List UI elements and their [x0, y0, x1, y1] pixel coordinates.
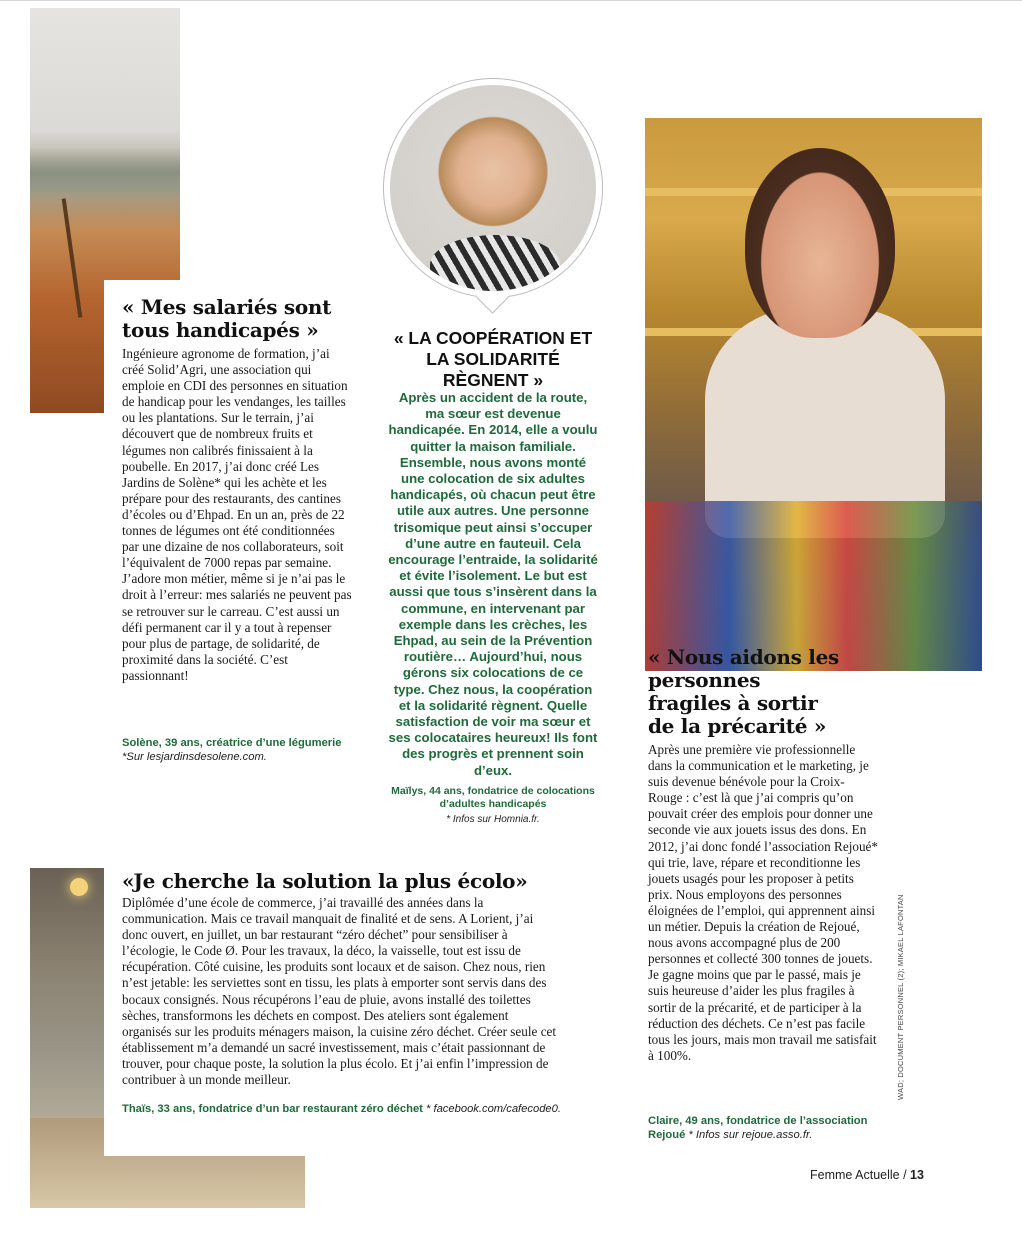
- thais-headline: «Je cherche la solution la plus écolo»: [122, 869, 528, 893]
- thais-signature: [122, 1102, 562, 1116]
- signature-note: *Sur lesjardinsdesolene.com.: [122, 751, 267, 763]
- solene-body: Ingénieure agronome de formation, j’ai créé Solid’Agri, une association qui emploie en CDI des personnes en situation de handicap pour les vendanges, les tailles ou les plantations. Sur le terrain, j’ai découvert que de nombreux fruits et légumes non calibrés finissaient à la poubelle. En 2017, j’ai donc créé Les Jardins de Solène* qui les achète et les prépare pour des restaurants, des cantines d’écoles ou d’Ehpad. En un an, près de 22 tonnes de légumes ont été conditionnées par une dizaine de nos collaborateurs, soit l’équivalent de 7000 repas par semaine. J’adore mon métier, même si je n’ai pas le droit à l’erreur: mes salariés ne peuvent pas se retrouver sur le carreau. C’est aussi un défi permanent car il y a tout à repenser pour plus de partage, de solidarité, de proximité dans la société. C’est passionnant!: [122, 346, 352, 683]
- portrait-image: [390, 85, 596, 291]
- solene-signature: [122, 736, 362, 764]
- signature-text: Solène, 39 ans, créatrice d’une légumerie: [122, 737, 342, 749]
- solene-headline: « Mes salariés sont tous handicapés »: [122, 295, 332, 342]
- photo-mist: [30, 148, 180, 198]
- photo-person-face: [745, 148, 895, 338]
- maelys-body: Après un accident de la route, ma sœur est devenue handicapée. En 2014, elle a voulu quitter la maison familiale. Ensemble, nous avons monté une colocation de six adultes handicapés, où chacun peut être utile aux autres. Une personne trisomique peut ainsi s’occuper d’une autre en fauteuil. Cela encourage l’entraide, la solidarité et évite l’isolement. Le but est aussi que tous s’insèrent dans la commune, en intervenant par exemple dans les crèches, les Ehpad, au sein de la Prévention routière… Aujourd’hui, nous gérons six colocations de ce type. Chez nous, la coopération et la solidarité règnent. Quelle satisfaction de voir ma sœur et ses colocataires heureux! Ils font des progrès et prennent soin d’eux.: [388, 390, 598, 778]
- maelys-headline: « LA COOPÉRATION ET LA SOLIDARITÉ RÈGNENT »: [393, 328, 593, 390]
- claire-body: Après une première vie professionnelle dans la communication et le marketing, je suis devenue bénévole pour la Croix-Rouge : c’est là que j’ai compris qu’on pouvait créer des emplois pour donner une seconde vie aux jouets issus des dons. En 2012, j’ai donc fondé l’association Rejoué* qui trie, lave, répare et reconditionne les jouets usagés pour les proposer à petits prix. Nous employons des personnes éloignées de l’emploi, qui apprennent ainsi un métier. Depuis la création de Rejoué, nous avons accompagné plus de 200 personnes et collecté 300 tonnes de jouets. Je gagne moins que par le passé, mais je suis heureuse d’aider les plus fragiles à sortir de la précarité, et de participer à la réduction des déchets. Ce n’est pas facile tous les jours, mais mon travail me satisfait à 100%.: [648, 742, 878, 1063]
- photo-vine: [62, 198, 83, 317]
- maelys-note: * Infos sur Homnia.fr.: [446, 814, 540, 825]
- maelys-signature: Maïlys, 44 ans, fondatrice de colocations d’adultes handicapés: [391, 785, 595, 810]
- photo-lamp: [70, 878, 88, 896]
- signature-note: * Infos sur rejoue.asso.fr.: [688, 1129, 813, 1141]
- claire-headline: « Nous aidons les personnes fragiles à sortir de la précarité »: [648, 645, 839, 738]
- magazine-name: Femme Actuelle: [810, 1168, 900, 1182]
- photo-credit: WAD; DOCUMENT PERSONNEL (2); MIKAEL LAFONTAN: [896, 894, 905, 1100]
- page-number: 13: [910, 1168, 924, 1182]
- page-folio: [810, 1168, 924, 1182]
- claire-signature: [648, 1114, 888, 1142]
- top-rule: [0, 0, 1022, 1]
- folio-separator: /: [899, 1168, 911, 1182]
- signature-note: * facebook.com/cafecode0.: [426, 1103, 561, 1115]
- portrait-scarf: [430, 235, 560, 291]
- signature-text: Thaïs, 33 ans, fondatrice d’un bar restaurant zéro déchet: [122, 1103, 423, 1115]
- signature-text: Claire, 49 ans, fondatrice de l’association Rejoué: [648, 1115, 868, 1141]
- thais-body: Diplômée d’une école de commerce, j’ai travaillé des années dans la communication. Mais ce travail manquait de finalité et de sens. A Lorient, j’ai donc ouvert, en juillet, un bar restaurant “zéro déchet” pour sensibiliser à l’écologie, le Code Ø. Pour les travaux, la déco, la vaisselle, tout est issu de récupération. Côté cuisine, les produits sont locaux et de saison. Chez nous, rien n’est jetable: les serviettes sont en tissu, les plats à emporter sont servis dans des bocaux consignés. Nous récupérons l’eau de pluie, avons installé des toilettes sèches, transformons les déchets en compost. Des ateliers sont également organisés sur les produits ménagers maison, la cuisine zéro déchet. Créer seule cet établissement m’a demandé un sacré investissement, mais c’était passionnant de trouver, pour chaque poste, la solution la plus écolo. Et j’ai enfin l’impression de contribuer à un monde meilleur.: [122, 895, 557, 1088]
- maelys-portrait: [383, 78, 603, 298]
- claire-photo: [645, 118, 982, 671]
